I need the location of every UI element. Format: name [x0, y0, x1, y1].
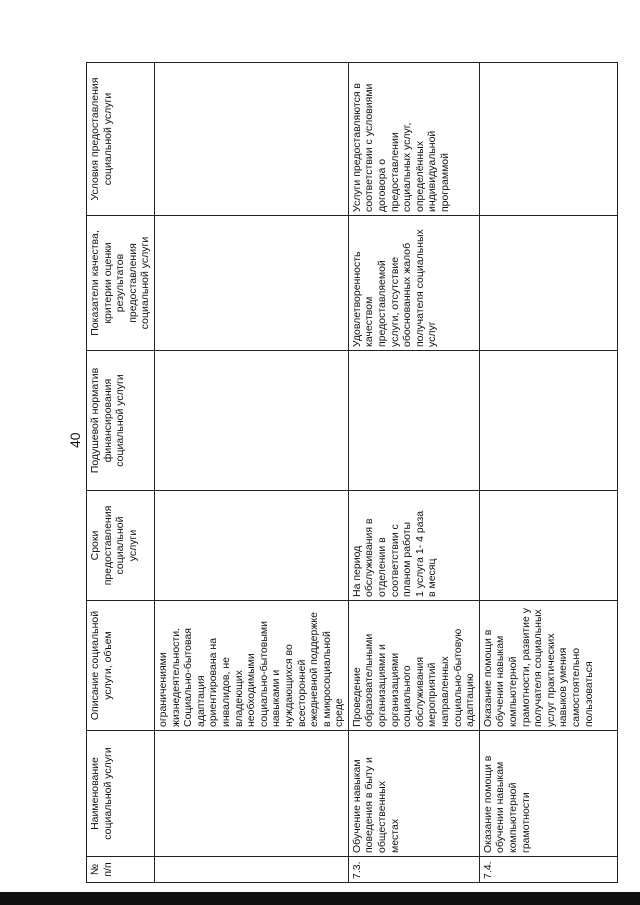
- row-terms: [479, 491, 617, 601]
- row-conditions: Услуги предоставляются в соответствии с условиями договора о предоставлении социальных услуг, определённых индивидуальной программой: [348, 63, 479, 216]
- row-quality: [154, 216, 348, 351]
- row-num: 7.4.: [479, 857, 617, 883]
- row-terms: На период обслуживания в отделении в соответствии с планом работы 1 услуга 1- 4 раза в месяц: [348, 491, 479, 601]
- row-description: Оказание помощи в обучении навыкам компьютерной грамотности, развитие у получателя социальных услуг практических навыков умения самостоятельно пользоваться: [479, 601, 617, 731]
- table-row: [479, 63, 617, 883]
- table-header-row: [87, 63, 155, 883]
- row-norm: [154, 351, 348, 491]
- row-quality: Удовлетворенность качеством предоставляемой услуги, отсутствие обоснованных жалоб получателя социальных услуг: [348, 216, 479, 351]
- header-conditions: Условия предоставления социальной услуги: [87, 63, 155, 216]
- scan-bottom-edge: [0, 892, 640, 905]
- header-terms: Сроки предоставления социальной услуги: [87, 491, 155, 601]
- row-description: Проведение образовательными организациями и организациями социального обслуживания мероприятий направленных социально-бытовую адаптацию: [348, 601, 479, 731]
- row-num: [154, 857, 348, 883]
- row-num: 7.3.: [348, 857, 479, 883]
- row-quality: [479, 216, 617, 351]
- header-num: № п/п: [87, 857, 155, 883]
- row-terms: [154, 491, 348, 601]
- header-norm: Подушевой норматив финансирования социальной услуги: [87, 351, 155, 491]
- row-conditions: [479, 63, 617, 216]
- row-description: ограничениями жизнедеятельности. Социально-бытовая адаптация ориентирована на инвалидов, не владеющих необходимыми социально-бытовыми навыками и нуждающихся во всесторонней ежедневной поддержке в микросоциальной среде: [154, 601, 348, 731]
- row-conditions: [154, 63, 348, 216]
- table-row: [154, 63, 348, 883]
- row-name: [154, 731, 348, 857]
- row-name: Обучение навыкам поведения в быту и общественных местах: [348, 731, 479, 857]
- services-table: [86, 62, 618, 883]
- table-row: [348, 63, 479, 883]
- document-sheet: [86, 63, 595, 883]
- header-quality: Показатели качества, критерии оценки результатов предоставления социальной услуги: [87, 216, 155, 351]
- page-number: 40: [67, 432, 83, 448]
- row-norm: [479, 351, 617, 491]
- header-name: Наименование социальной услуги: [87, 731, 155, 857]
- row-norm: [348, 351, 479, 491]
- header-description: Описание социальной услуги, объем: [87, 601, 155, 731]
- row-name: Оказание помощи в обучении навыкам компьютерной грамотности: [479, 731, 617, 857]
